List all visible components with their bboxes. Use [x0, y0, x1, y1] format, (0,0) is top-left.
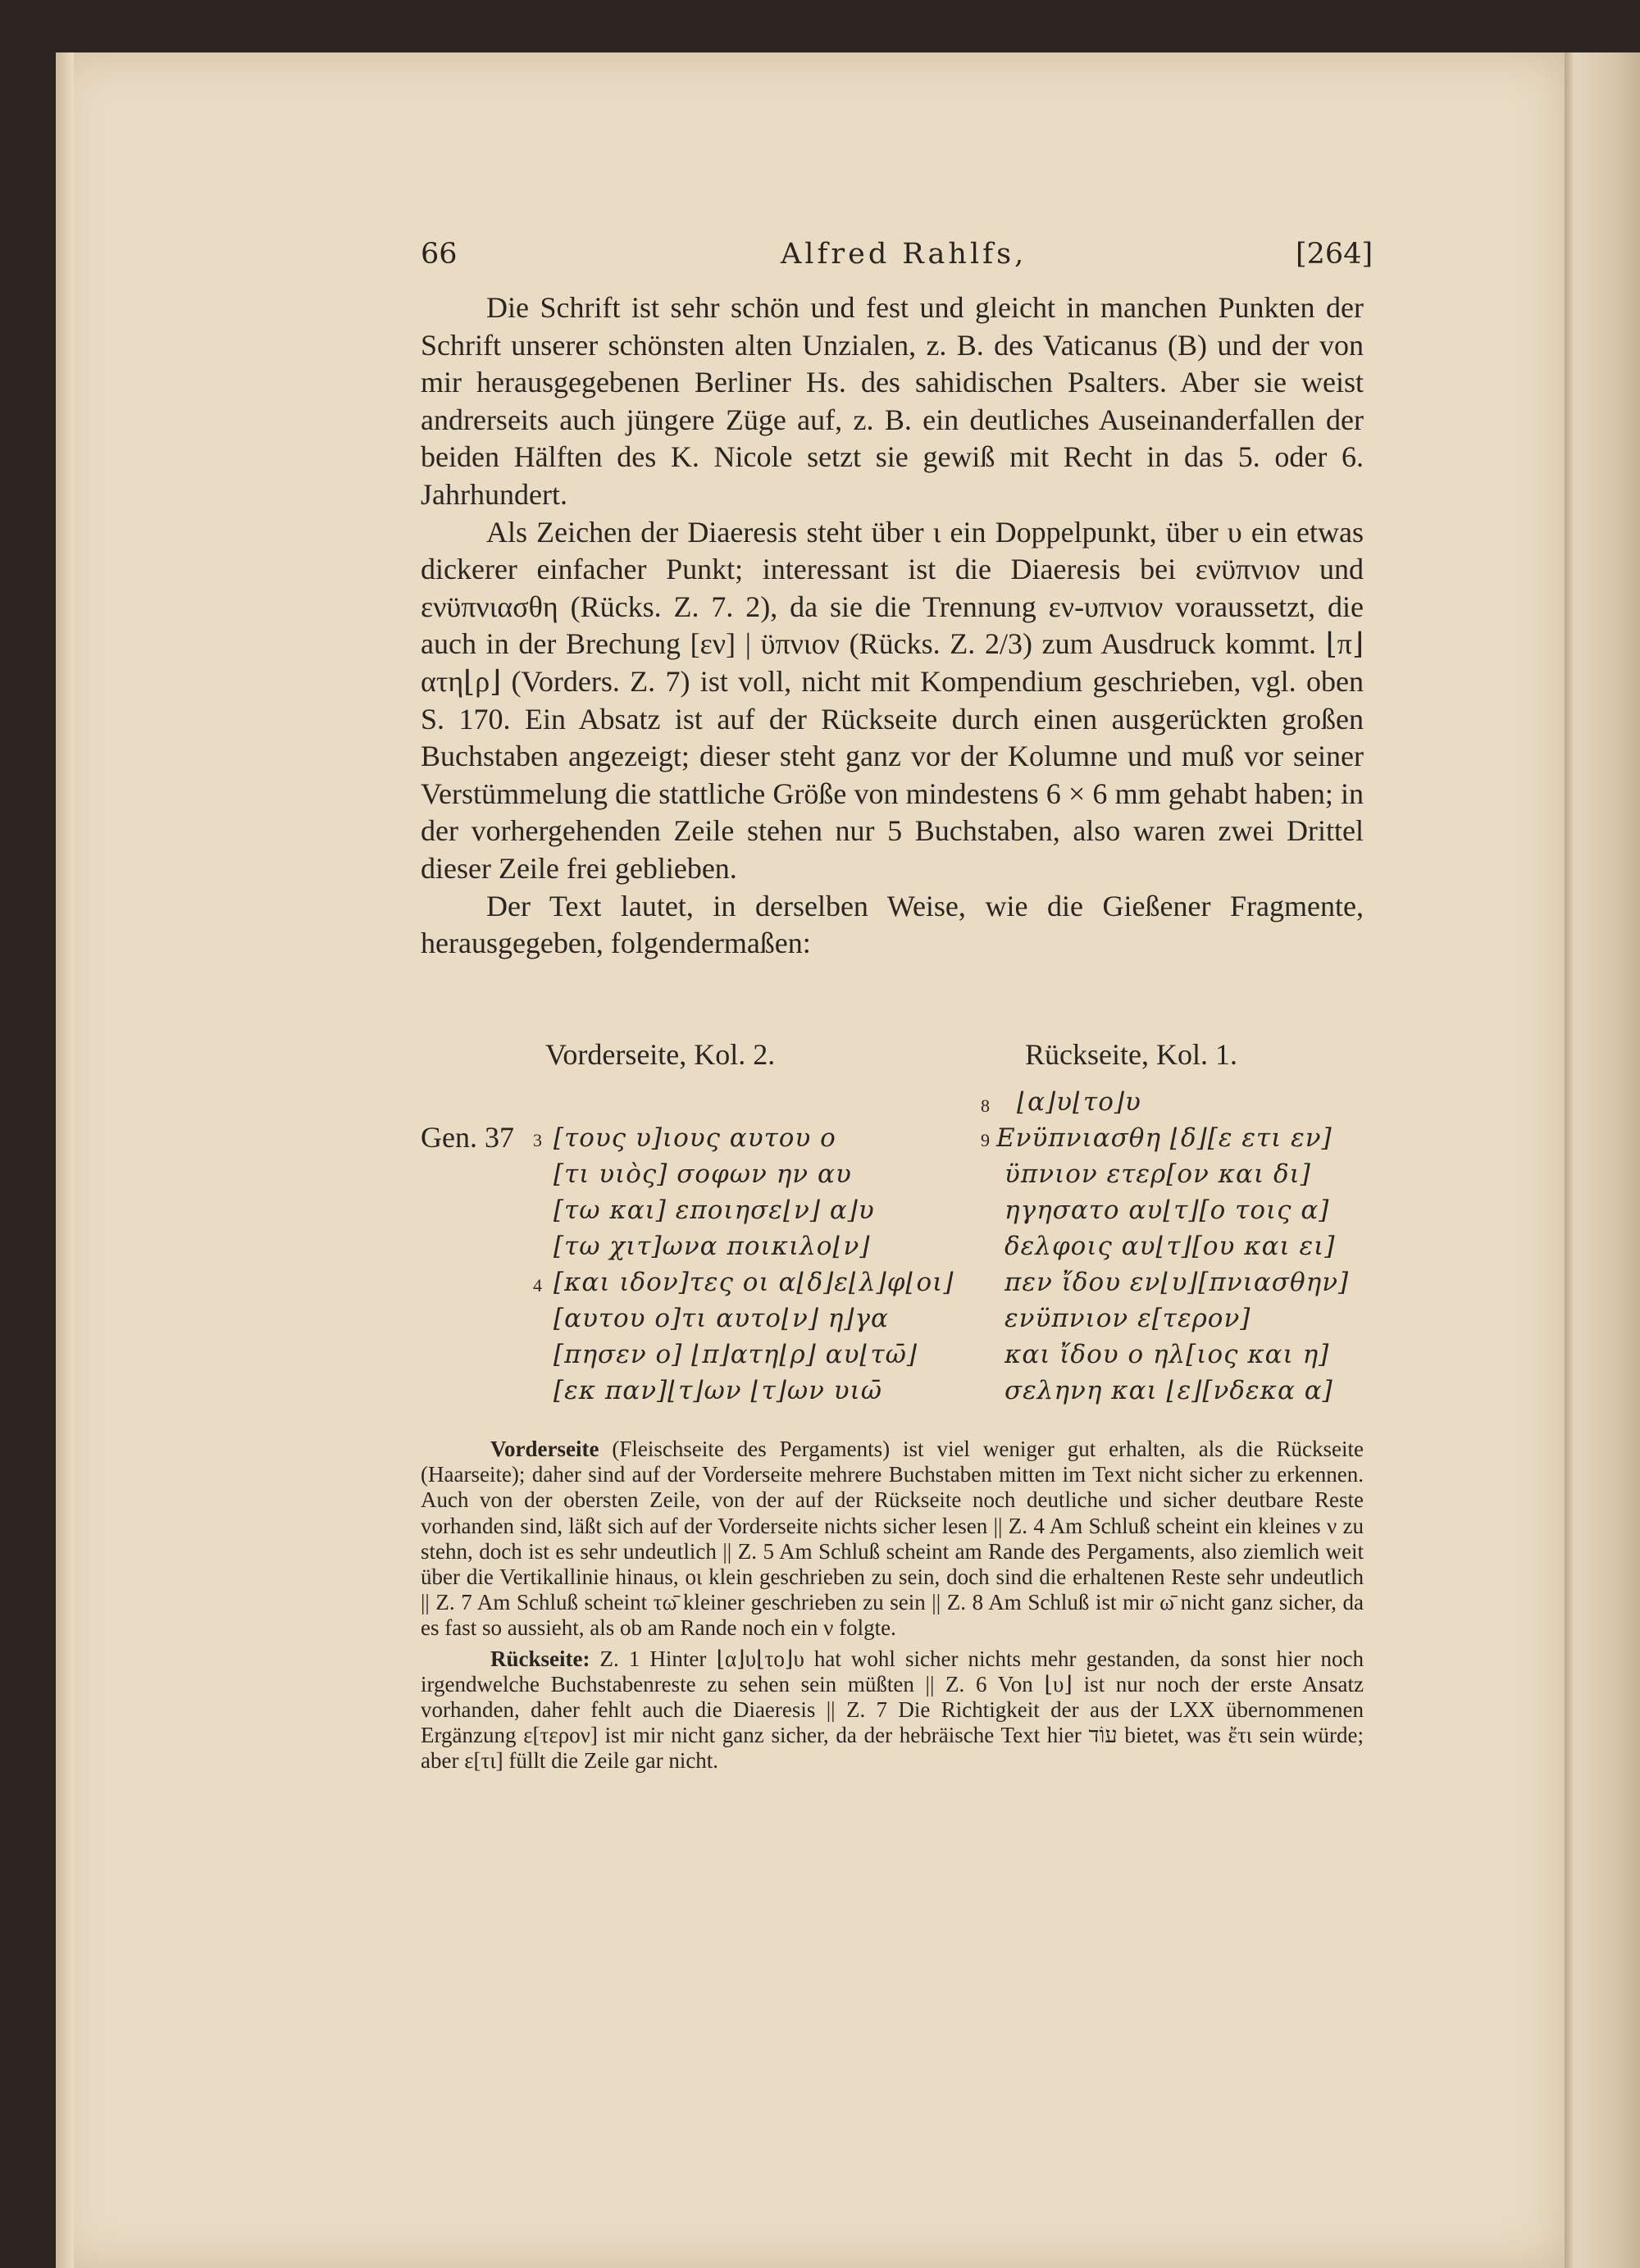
page-number: 66 [421, 238, 458, 271]
greek-line: [εκ παν]⌊τ⌋ων ⌊τ⌋ων υιω̄ [554, 1376, 883, 1405]
line-number: 4 [533, 1275, 542, 1296]
greek-line: [και ιδον]τες οι α⌊δ⌋ε⌊λ⌋φ⌊οι⌋ [554, 1268, 954, 1297]
greek-line: ϋπνιον ετερ[ον και δι] [1004, 1159, 1311, 1189]
paragraph: Als Zeichen der Diaeresis steht über ι ein Doppelpunkt, über υ ein etwas dickerer einfacher Punkt; interessant ist die Diaeresis bei ενϋπνιον und ενϋπνιασθη (Rücks. Z. 7. 2), da sie die Trennung εν-υπνιον voraussetzt, die auch in der Brechung [εν] | ϋπνιον (Rücks. Z. 2/3) zum Ausdruck kommt. ⌊π⌋ατη⌊ρ⌋ (Vorders. Z. 7) ist voll, nicht mit Kompendium geschrieben, vgl. oben S. 170. Ein Absatz ist auf der Rückseite durch einen ausgerückten großen Buchstaben angezeigt; dieser steht ganz vor der Kolumne und muß vor seiner Verstümmelung die stattliche Größe von mindestens 6 × 6 mm gehabt haben; in der vorhergehenden Zeile stehen nur 5 Buchstaben, also waren zwei Drittel dieser Zeile frei geblieben. [421, 515, 1364, 885]
bracket-page-number: [264] [1296, 238, 1374, 271]
greek-line: σεληνη και ⌊ε⌋[νδεκα α] [1004, 1376, 1333, 1405]
genesis-reference: Gen. 37 [421, 1121, 514, 1154]
greek-line: ⌊α⌋υ⌊το⌋υ [1017, 1087, 1141, 1117]
greek-line: [τους υ]ιους αυτου ο [554, 1123, 836, 1153]
greek-line: ηγησατο αυ⌊τ⌋[ο τοις α] [1004, 1195, 1330, 1225]
vorderseite-note [421, 1437, 1364, 1642]
greek-line: Ενϋπνιασθη ⌊δ⌋[ε ετι εν] [996, 1123, 1332, 1153]
critical-notes [421, 1437, 1364, 1774]
greek-line: και ἴδου ο ηλ[ιος και η] [1004, 1340, 1330, 1369]
note-text: (Fleischseite des Pergaments) ist viel weniger gut erhalten, als die Rückseite (Haarseite); daher sind auf der Vorderseite mehrere Buchstaben mitten im Text nicht sicher zu erkennen. Auch von der obersten Zeile, von der auf der Rückseite noch deutliche und sicher deutbare Reste vorhanden sind, läßt sich auf der Vorderseite nichts sicher lesen || Z. 4 Am Schluß scheint ein kleines ν zu stehn, doch ist es sehr undeutlich || Z. 5 Am Schluß scheint am Rande des Pergaments, also ziemlich weit über die Vertikallinie hinaus, οι klein geschrieben zu sein, doch sind die erhaltenen Reste sehr undeutlich || Z. 7 Am Schluß scheint τω̄ kleiner geschrieben zu sein || Z. 8 Am Schluß ist mir ω̄ nicht ganz sicher, da es fast so aussieht, als ob am Rande noch ein ν folgte. [421, 1437, 1364, 1641]
note-label: Vorderseite [490, 1437, 599, 1461]
paragraph: Die Schrift ist sehr schön und fest und gleicht in manchen Punkten der Schrift unserer schönsten alten Unzialen, z. B. des Vaticanus (B) und der von mir herausgegebenen Berliner Hs. des sahidischen Psalters. Aber sie weist andrerseits auch jüngere Züge auf, z. B. ein deutliches Auseinanderfallen der beiden Hälften des K. Nicole setzt sie gewiß mit Recht in das 5. oder 6. Jahrhundert. [421, 291, 1364, 511]
greek-line: [τι υιὸς] σοφων ην αυ [554, 1159, 852, 1189]
line-number: 9 [981, 1130, 990, 1150]
greek-line: [αυτου ο]τι αυτο⌊ν⌋ η⌋γα [554, 1304, 889, 1333]
line-number: 8 [981, 1095, 990, 1116]
paragraph: Der Text lautet, in derselben Weise, wie die Gießener Fragmente, herausgegeben, folgendermaßen: [421, 889, 1364, 960]
rueckseite-title: Rückseite, Kol. 1. [1025, 1038, 1237, 1071]
page-edge [56, 52, 74, 2268]
note-label: Rückseite: [490, 1646, 590, 1671]
greek-line: πεν ἴδου εν⌊υ⌋[πνιασθην] [1004, 1268, 1350, 1297]
running-head: Alfred Rahlfs, [781, 238, 1027, 271]
body-text [421, 289, 1364, 963]
vorderseite-title: Vorderseite, Kol. 2. [545, 1038, 776, 1071]
greek-line: [πησεν ο] ⌊π⌋ατη⌊ρ⌋ αυ⌊τω̄⌋ [554, 1340, 918, 1369]
line-number: 3 [533, 1130, 542, 1150]
greek-line: [τω και] εποιησε⌊ν⌋ α⌋υ [554, 1195, 875, 1225]
rueckseite-note [421, 1646, 1364, 1774]
next-page-edge [1565, 52, 1640, 2268]
greek-line: ενϋπνιον ε[τερον] [1004, 1304, 1251, 1333]
note-text: Z. 1 Hinter ⌊α⌋υ⌊το⌋υ hat wohl sicher nichts mehr gestanden, da sonst hier noch irgendwelche Buchstabenreste zu sehen sein müßten || Z. 6 Von ⌊υ⌋ ist nur noch der erste Ansatz vorhanden, daher fehlt auch die Diaeresis || Z. 7 Die Richtigkeit der aus der LXX übernommenen Ergänzung ε[τερον] ist mir nicht ganz sicher, da der hebräische Text hier עוֹד bietet, was ἔτι sein würde; aber ε[τι] füllt die Zeile gar nicht. [421, 1646, 1364, 1774]
greek-line: δελφοις αυ⌊τ⌋[ου και ει] [1004, 1232, 1336, 1261]
greek-line: [τω χιτ]ωνα ποικιλο⌊ν⌋ [554, 1232, 871, 1261]
